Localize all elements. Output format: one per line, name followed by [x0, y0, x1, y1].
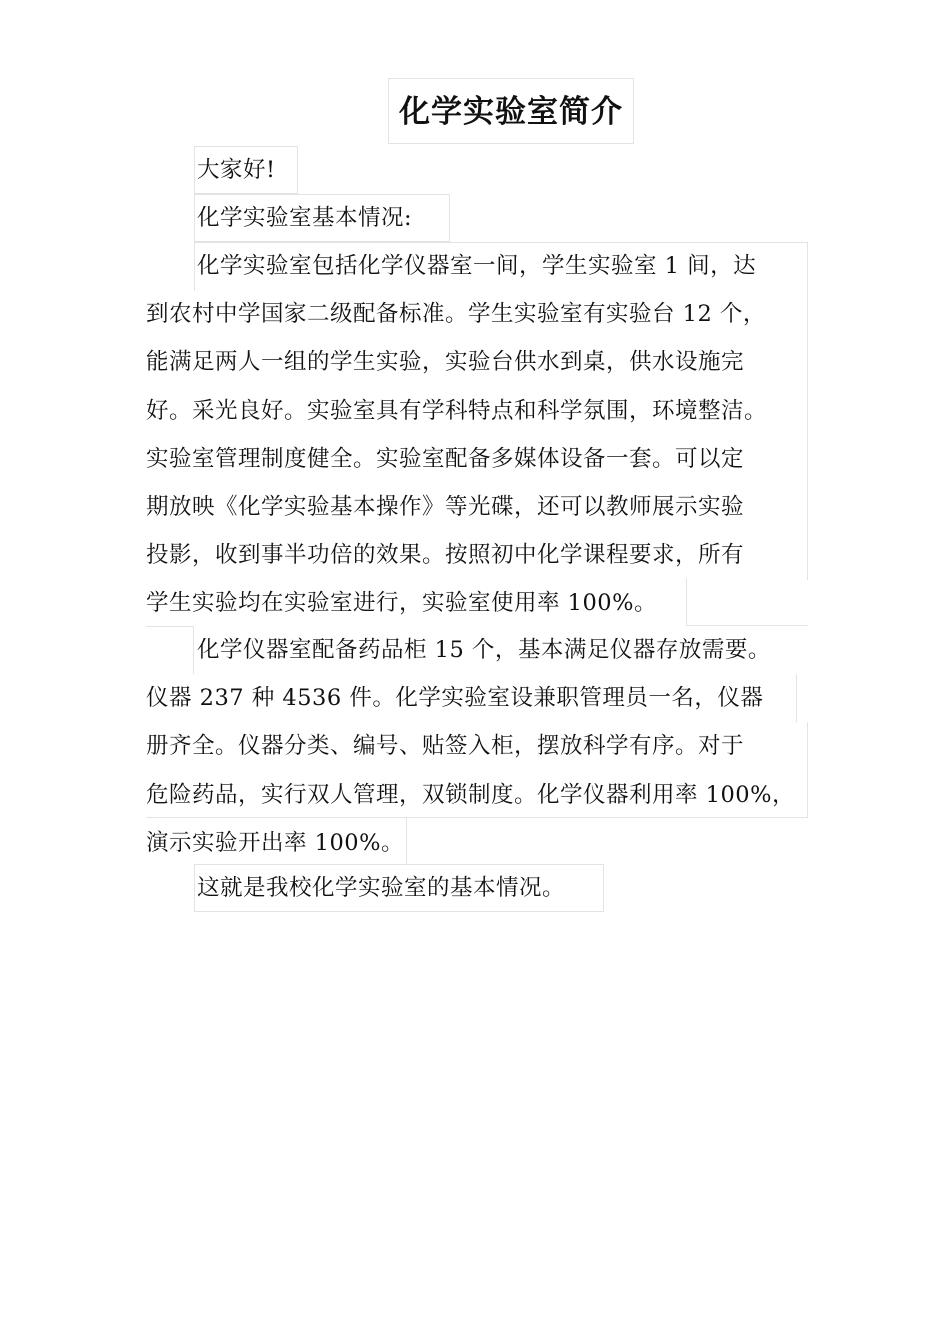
paragraph1-line: 化学实验室包括化学仪器室一间，学生实验室 1 间，达 — [197, 253, 757, 279]
paragraph2-line: 化学仪器室配备药品柜 15 个，基本满足仪器存放需要。 — [197, 637, 771, 663]
paragraph1-line: 好。采光良好。实验室具有学科特点和科学氛围，环境整洁。 — [146, 397, 768, 424]
paragraph1-line: 期放映《化学实验基本操作》等光碟，还可以教师展示实验 — [146, 493, 745, 520]
document-title: 化学实验室简介 — [388, 78, 634, 144]
paragraph1-line: 学生实验均在实验室进行，实验室使用率 100%。 — [146, 590, 657, 617]
paragraph-instrument-room — [146, 626, 808, 867]
greeting-text: 大家好! — [197, 157, 276, 183]
paragraph2-line: 仪器 237 种 4536 件。化学实验室设兼职管理员一名，仪器 — [146, 685, 764, 712]
section-heading: 化学实验室基本情况: — [197, 205, 413, 231]
paragraph1-line: 到农村中学国家二级配备标准。学生实验室有实验台 12 个， — [146, 301, 766, 328]
closing-sentence: 这就是我校化学实验室的基本情况。 — [197, 875, 566, 901]
paragraph1-line: 投影，收到事半功倍的效果。按照初中化学课程要求，所有 — [146, 542, 745, 569]
paragraph2-line: 危险药品，实行双人管理，双锁制度。化学仪器利用率 100%， — [146, 781, 795, 808]
paragraph2-line: 册齐全。仪器分类、编号、贴签入柜，摆放科学有序。对于 — [146, 733, 745, 760]
paragraph2-line: 演示实验开出率 100%。 — [146, 829, 404, 856]
paragraph1-line: 实验室管理制度健全。实验室配备多媒体设备一套。可以定 — [146, 445, 745, 472]
paragraph1-line: 能满足两人一组的学生实验，实验台供水到桌，供水设施完 — [146, 349, 745, 376]
paragraph-lab-overview — [146, 242, 808, 628]
